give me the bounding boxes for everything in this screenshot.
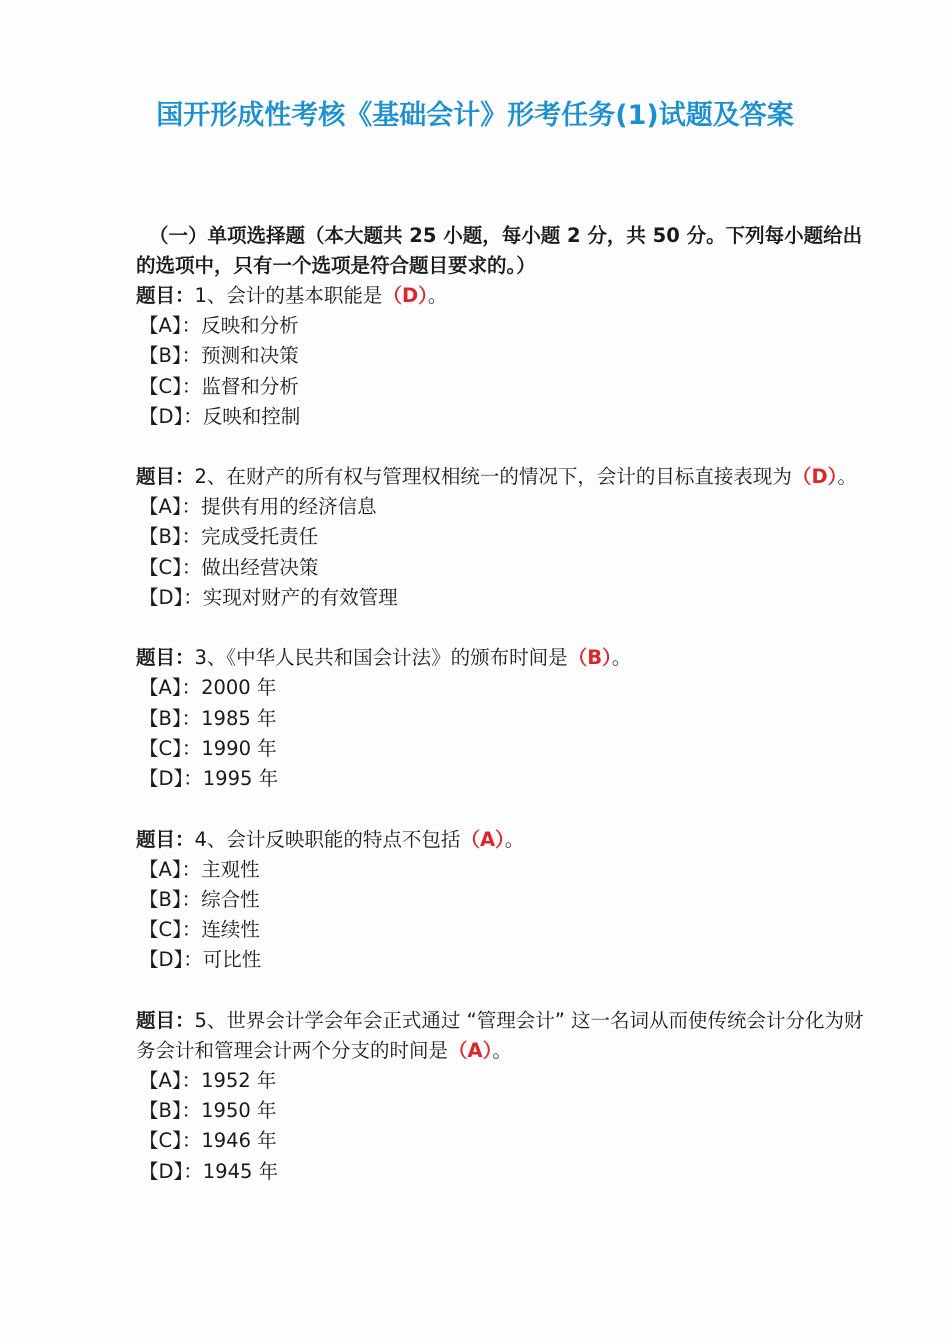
question-label: 题目： (136, 1008, 195, 1032)
question-label: 题目： (136, 465, 195, 489)
question-item (136, 1006, 866, 1187)
option-a: 【A】：反映和分析 (139, 314, 299, 337)
question-answer: （A） (460, 827, 505, 851)
question-stem (136, 281, 866, 311)
document-body (136, 221, 866, 1187)
question-label: 题目： (136, 646, 195, 670)
option-b: 【B】：预测和决策 (139, 344, 299, 368)
option-d: 【D】：1945 年 (139, 1159, 279, 1183)
option-a: 【A】：2000 年 (139, 676, 277, 700)
option-b: 【B】：完成受托责任 (139, 525, 319, 549)
question-label: 题目： (136, 284, 195, 307)
option-b: 【B】：1950 年 (139, 1099, 277, 1123)
question-answer: （D） (791, 465, 838, 489)
section-header: （一）单项选择题（本大题共 25 小题，每小题 2 分，共 50 分。下列每小题给出的选项中，只有一个选项是符合题目要求的。） (136, 224, 863, 277)
option-d: 【D】：实现对财产的有效管理 (139, 586, 398, 610)
option-c: 【C】：连续性 (139, 918, 260, 942)
question-text: 2、在财产的所有权与管理权相统一的情况下，会计的目标直接表现为 (194, 465, 792, 489)
option-d: 【D】：1995 年 (139, 767, 279, 791)
option-c: 【C】：做出经营决策 (139, 555, 319, 579)
option-a: 【A】：提供有用的经济信息 (139, 495, 377, 519)
option-c: 【C】：1946 年 (139, 1129, 277, 1153)
question-item (136, 462, 866, 613)
question-end: 。 (837, 465, 857, 489)
question-stem (136, 643, 866, 673)
question-text: 4、会计反映职能的特点不包括 (194, 827, 461, 851)
question-item (136, 825, 866, 976)
question-end: 。 (492, 1038, 512, 1062)
question-stem (136, 1006, 866, 1066)
question-text: 1、会计的基本职能是 (194, 284, 383, 307)
question-item (136, 643, 866, 794)
question-answer: （B） (567, 646, 612, 670)
question-item (136, 281, 866, 432)
question-stem (136, 825, 866, 855)
question-text: 5、世界会计学会年会正式通过 “管理会计” 这一名词从而使传统会计分化为财务会计和管理会计两个分支的时间是 (136, 1008, 864, 1062)
question-stem (136, 462, 866, 492)
question-end: 。 (611, 646, 632, 670)
option-a: 【A】：1952 年 (139, 1068, 277, 1092)
option-d: 【D】：可比性 (139, 948, 262, 972)
document-title: 国开形成性考核《基础会计》形考任务(1)试题及答案 (156, 100, 794, 131)
question-answer: （D） (382, 284, 428, 307)
question-end: 。 (504, 827, 525, 851)
option-a: 【A】：主观性 (139, 857, 260, 881)
question-text: 3、《中华人民共和国会计法》的颁布时间是 (194, 646, 568, 670)
option-b: 【B】：综合性 (139, 887, 260, 911)
option-d: 【D】：反映和控制 (139, 404, 301, 428)
question-answer: （A） (448, 1038, 493, 1062)
question-label: 题目： (136, 827, 195, 851)
option-c: 【C】：监督和分析 (139, 374, 299, 398)
option-c: 【C】：1990 年 (139, 736, 277, 760)
question-end: 。 (427, 284, 448, 307)
option-b: 【B】：1985 年 (139, 706, 277, 730)
